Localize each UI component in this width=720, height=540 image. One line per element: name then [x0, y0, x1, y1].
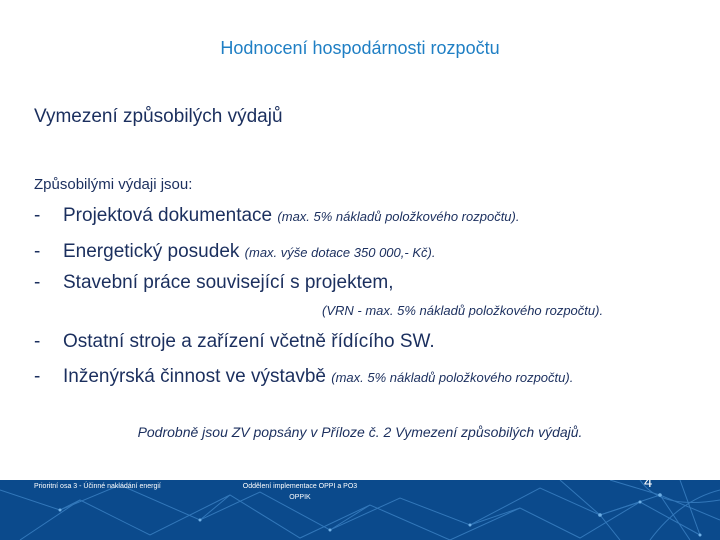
list-item: [34, 366, 573, 388]
slide-title: Hodnocení hospodárnosti rozpočtu: [220, 38, 500, 58]
footnote: Podrobně jsou ZV popsány v Příloze č. 2 Vymezení způsobilých výdajů.: [137, 424, 583, 440]
list-item-text: Energetický posudek: [63, 241, 240, 262]
list-item: [34, 331, 435, 353]
footer-contact-name: Ing. Pavel Zdeněk: [271, 472, 329, 479]
footer-contact-program: OPPIK: [289, 494, 311, 501]
list-item: [34, 241, 435, 263]
list-item-text: Ostatní stroje a zařízení včetně řídícího SW.: [63, 331, 435, 352]
list-item-text: Projektová dokumentace: [63, 205, 273, 226]
list-item-text: Inženýrská činnost ve výstavbě: [63, 366, 326, 387]
list-item-continuation-note: (VRN - max. 5% nákladů položkového rozpočtu).: [322, 303, 604, 318]
footer-priority-axis: Prioritní osa 3 - Účinné nakládání energií: [34, 483, 161, 490]
list-item-note: (max. 5% nákladů položkového rozpočtu).: [277, 209, 520, 224]
list-bullet: -: [34, 241, 41, 262]
list-bullet: -: [34, 331, 41, 352]
list-item: [34, 205, 519, 227]
list-item-text: Stavební práce související s projektem,: [63, 272, 394, 293]
list-item: [34, 272, 394, 294]
list-item-note: (max. výše dotace 350 000,- Kč).: [244, 245, 436, 260]
intro-text: Způsobilými výdaji jsou:: [34, 176, 193, 193]
section-heading: Vymezení způsobilých výdajů: [34, 106, 283, 127]
list-bullet: -: [34, 205, 41, 226]
list-item-note: (max. 5% nákladů položkového rozpočtu).: [331, 370, 574, 385]
footer-contact-department: Oddělení implementace OPPI a PO3: [242, 483, 358, 490]
page-number: 4: [644, 474, 653, 491]
list-bullet: -: [34, 366, 41, 387]
list-bullet: -: [34, 272, 41, 293]
footer-contact: [222, 470, 378, 503]
